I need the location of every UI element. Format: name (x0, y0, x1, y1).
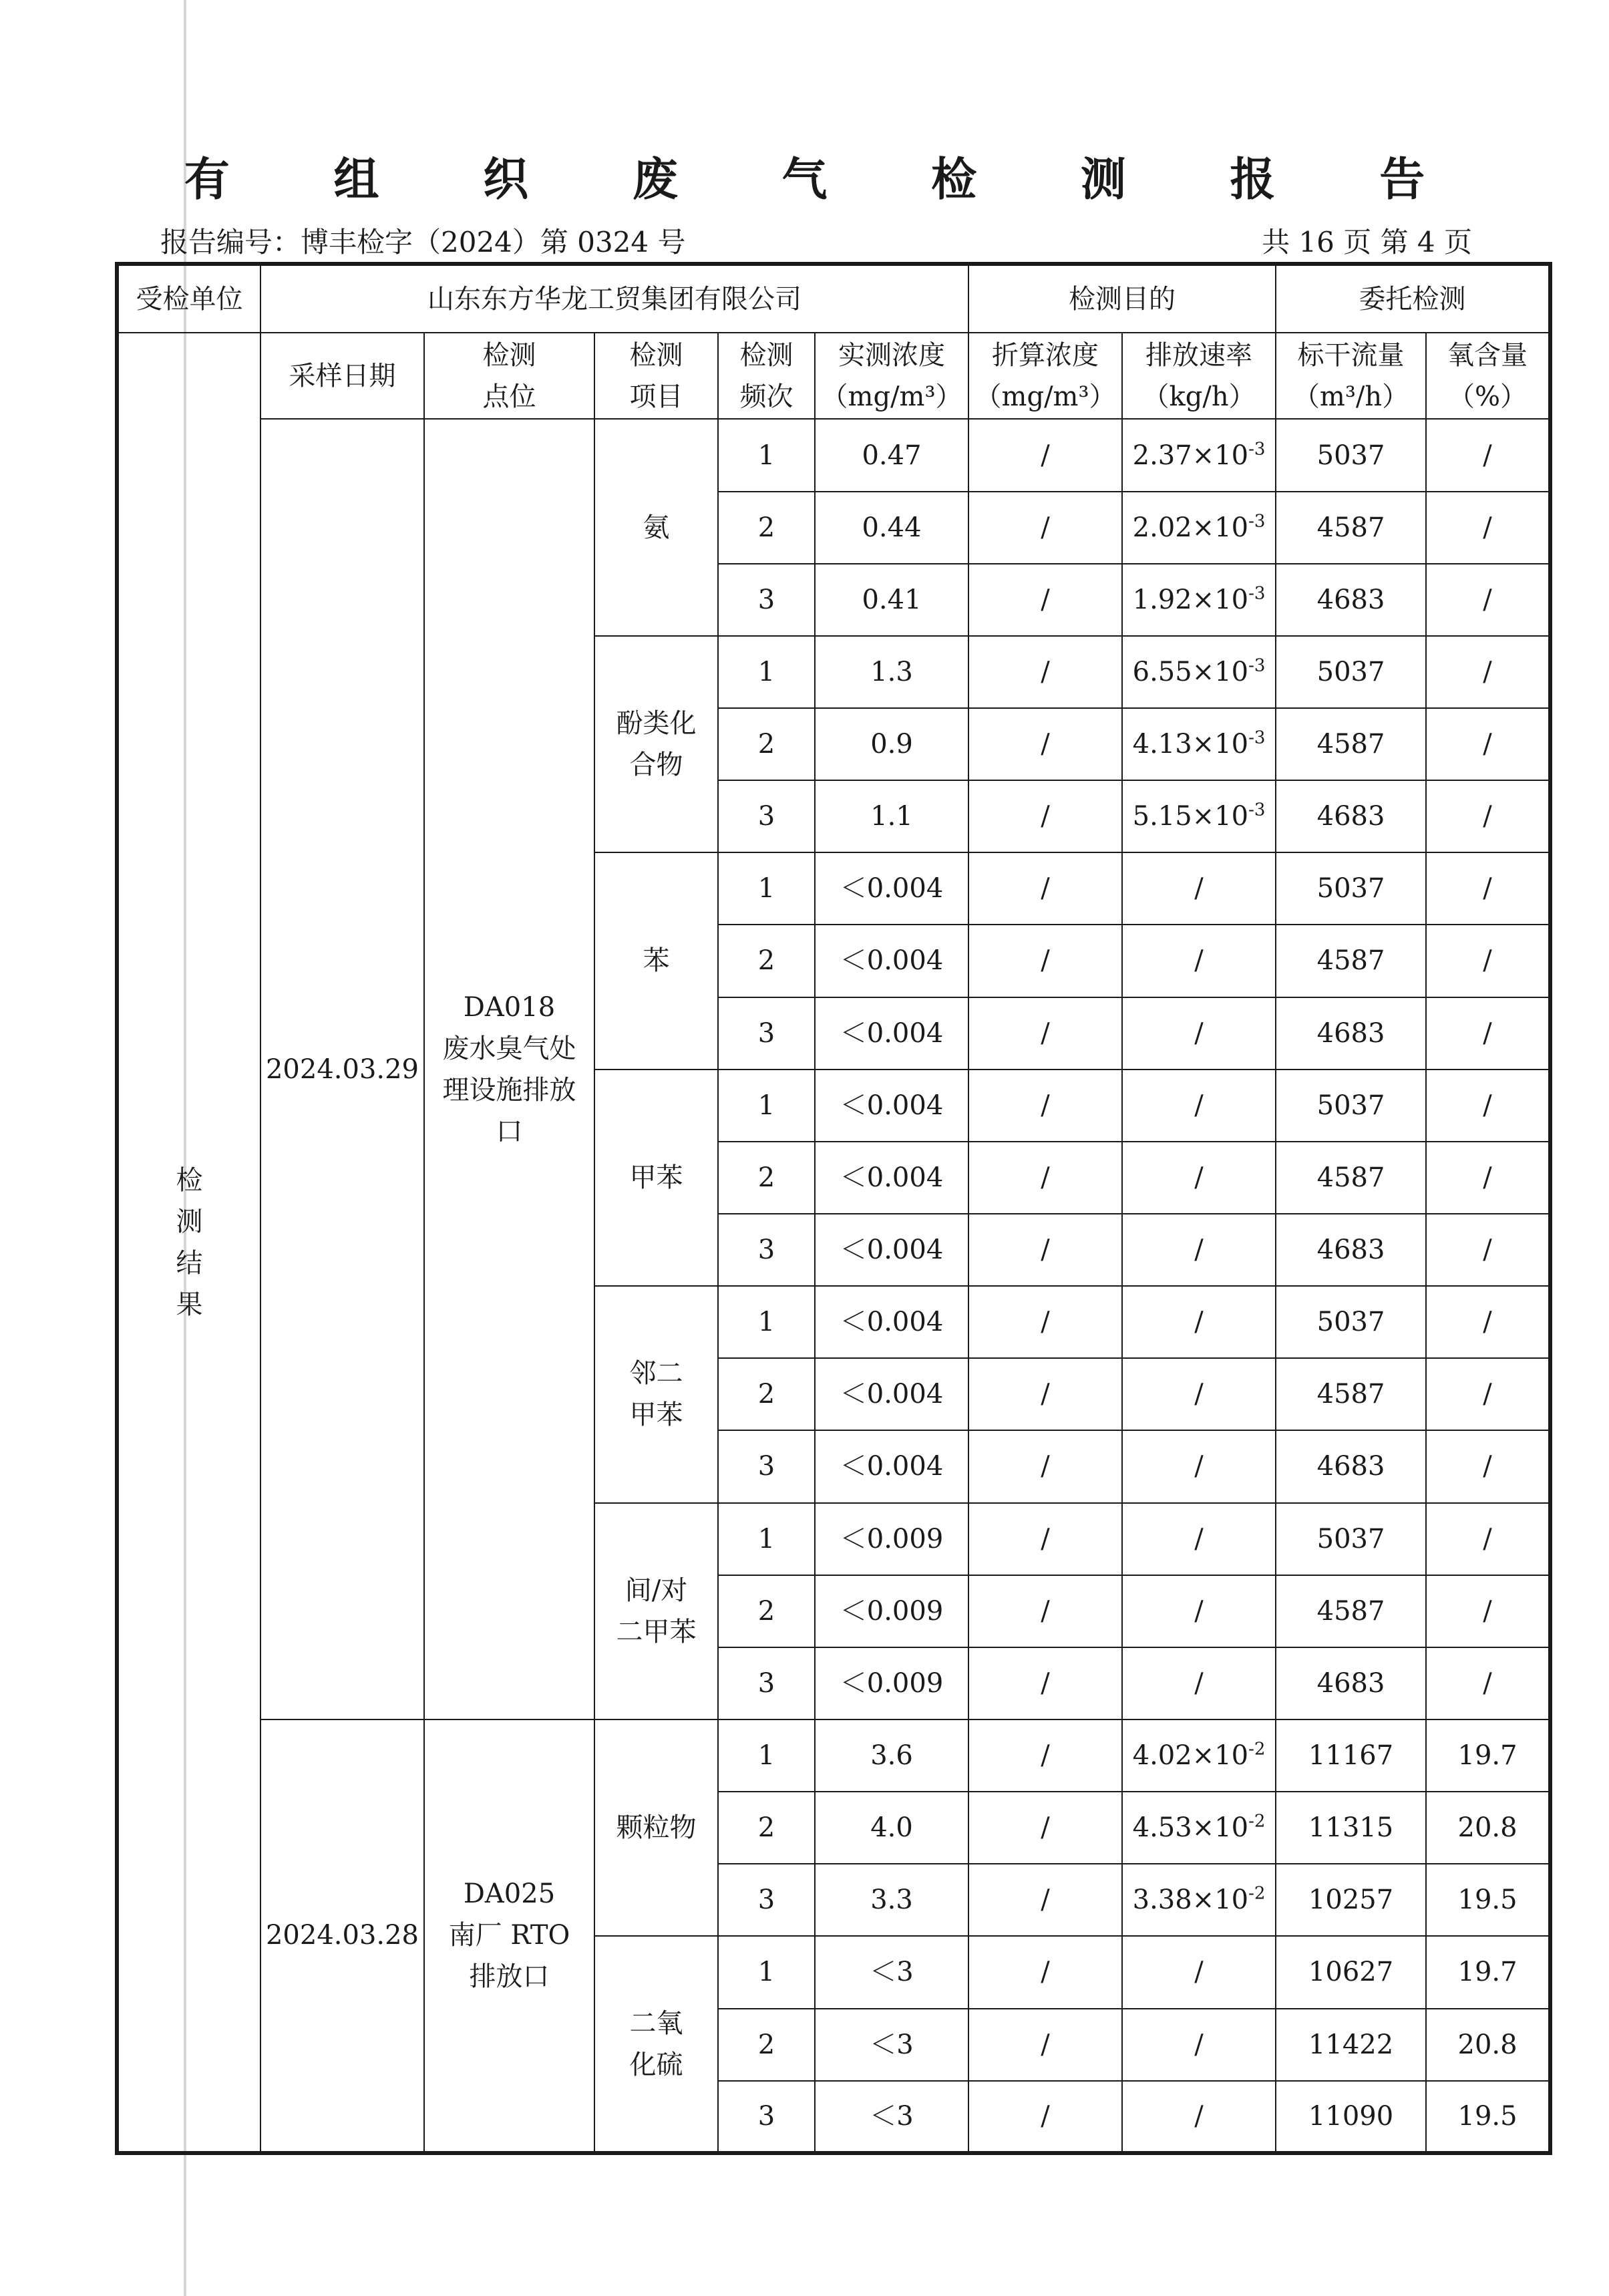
converted-concentration-cell: / (968, 780, 1122, 852)
emission-rate-value: / (1194, 1595, 1204, 1627)
converted-concentration-cell: / (968, 1864, 1122, 1936)
emission-rate-exponent: -3 (1248, 439, 1266, 460)
emission-rate-cell (1122, 1864, 1276, 1936)
flow-rate-cell: 5037 (1276, 419, 1426, 491)
oxygen-content-cell: / (1426, 1575, 1550, 1647)
purpose-value: 委托检测 (1276, 264, 1550, 333)
emission-rate-cell (1122, 852, 1276, 925)
converted-concentration-cell: / (968, 925, 1122, 997)
text-line: 实测浓度 (838, 339, 946, 371)
measured-concentration-cell: ＜0.004 (815, 1358, 968, 1430)
text-line: DA025 (463, 1878, 556, 1910)
test-item-cell (594, 1503, 718, 1719)
text-line: （%） (1448, 381, 1528, 412)
emission-rate-value: / (1194, 1307, 1204, 1338)
emission-rate-value: 6.55×10 (1132, 656, 1249, 687)
oxygen-content-cell: / (1426, 1070, 1550, 1142)
oxygen-content-cell: 20.8 (1426, 1792, 1550, 1864)
oxygen-content-cell: / (1426, 636, 1550, 708)
column-header (1276, 333, 1426, 419)
test-item-cell (594, 852, 718, 1069)
emission-rate-value: / (1194, 1379, 1204, 1410)
test-item-cell (594, 1070, 718, 1286)
text-line: 结 (176, 1247, 203, 1279)
emission-rate-value: / (1194, 2100, 1204, 2132)
frequency-cell: 2 (718, 1142, 815, 1214)
text-line: 酚类化 (616, 708, 697, 740)
emission-rate-value: / (1194, 945, 1204, 977)
emission-rate-cell (1122, 925, 1276, 997)
converted-concentration-cell: / (968, 1647, 1122, 1719)
text-line: 排放口 (469, 1961, 550, 1993)
frequency-cell: 2 (718, 925, 815, 997)
emission-rate-value: 4.13×10 (1132, 729, 1249, 760)
converted-concentration-cell: / (968, 1719, 1122, 1792)
frequency-cell: 2 (718, 492, 815, 564)
converted-concentration-cell: / (968, 1430, 1122, 1502)
purpose-label: 检测目的 (968, 264, 1276, 333)
text-line: 邻二 (629, 1358, 683, 1389)
emission-rate-cell (1122, 1936, 1276, 2008)
emission-rate-value: / (1194, 873, 1204, 905)
text-line: （m³/h） (1292, 381, 1409, 412)
oxygen-content-cell: / (1426, 780, 1550, 852)
table-row (117, 419, 1550, 491)
converted-concentration-cell: / (968, 564, 1122, 636)
oxygen-content-cell: / (1426, 1430, 1550, 1502)
text-line: 甲苯 (629, 1400, 683, 1431)
column-header-row (117, 333, 1550, 419)
oxygen-content-cell: / (1426, 1358, 1550, 1430)
emission-rate-cell (1122, 1719, 1276, 1792)
emission-rate-value: 4.02×10 (1132, 1740, 1249, 1772)
measured-concentration-cell: ＜0.009 (815, 1503, 968, 1575)
emission-rate-value: / (1194, 1162, 1204, 1193)
oxygen-content-cell: / (1426, 708, 1550, 780)
measured-concentration-cell: ＜0.004 (815, 1286, 968, 1358)
test-item-cell (594, 1719, 718, 1936)
frequency-cell: 3 (718, 997, 815, 1070)
document-title: 有 组 织 废 气 检 测 报 告 (184, 153, 1469, 206)
text-line: 口 (496, 1116, 523, 1147)
report-number: 报告编号：博丰检字（2024）第 0324 号 (160, 226, 686, 259)
converted-concentration-cell: / (968, 1214, 1122, 1286)
flow-rate-cell: 11090 (1276, 2081, 1426, 2153)
emission-rate-value: / (1194, 1235, 1204, 1266)
unit-label: 受检单位 (117, 264, 260, 333)
frequency-cell: 1 (718, 1503, 815, 1575)
test-item-cell (594, 1936, 718, 2153)
frequency-cell: 2 (718, 2009, 815, 2081)
emission-rate-cell (1122, 1647, 1276, 1719)
oxygen-content-cell: / (1426, 925, 1550, 997)
emission-rate-value: / (1194, 2029, 1204, 2060)
flow-rate-cell: 5037 (1276, 636, 1426, 708)
emission-rate-value: / (1194, 1957, 1204, 1988)
column-header (424, 333, 594, 419)
text-line: 苯 (643, 945, 670, 977)
emission-rate-cell (1122, 564, 1276, 636)
flow-rate-cell: 4683 (1276, 997, 1426, 1070)
frequency-cell: 2 (718, 1358, 815, 1430)
sampling-date-cell: 2024.03.29 (260, 419, 424, 1719)
test-item-cell (594, 1286, 718, 1502)
column-header (1122, 333, 1276, 419)
oxygen-content-cell: / (1426, 419, 1550, 491)
header-row (117, 264, 1550, 333)
emission-rate-value: / (1194, 1017, 1204, 1049)
oxygen-content-cell: / (1426, 564, 1550, 636)
oxygen-content-cell: 19.5 (1426, 2081, 1550, 2153)
text-line: 间/对 (624, 1575, 688, 1606)
frequency-cell: 3 (718, 1864, 815, 1936)
flow-rate-cell: 4587 (1276, 492, 1426, 564)
oxygen-content-cell: / (1426, 1647, 1550, 1719)
frequency-cell: 3 (718, 1430, 815, 1502)
emission-rate-value: 2.37×10 (1132, 440, 1249, 471)
sampling-point-cell (424, 1719, 594, 2153)
oxygen-content-cell: 19.7 (1426, 1936, 1550, 2008)
emission-rate-exponent: -3 (1248, 655, 1266, 676)
measured-concentration-cell: ＜3 (815, 1936, 968, 2008)
emission-rate-cell (1122, 1142, 1276, 1214)
sampling-date-cell: 2024.03.28 (260, 1719, 424, 2153)
flow-rate-cell: 4683 (1276, 1214, 1426, 1286)
converted-concentration-cell: / (968, 1503, 1122, 1575)
emission-rate-cell (1122, 1070, 1276, 1142)
frequency-cell: 1 (718, 1936, 815, 2008)
text-line: （mg/m³） (974, 381, 1116, 412)
column-header (968, 333, 1122, 419)
emission-rate-value: 4.53×10 (1132, 1812, 1249, 1844)
emission-rate-exponent: -3 (1248, 583, 1266, 604)
emission-rate-cell (1122, 780, 1276, 852)
measured-concentration-cell: ＜0.009 (815, 1575, 968, 1647)
oxygen-content-cell: / (1426, 1142, 1550, 1214)
emission-rate-value: / (1194, 1451, 1204, 1482)
results-table (115, 262, 1552, 2155)
column-header (1426, 333, 1550, 419)
text-line: 排放速率 (1145, 339, 1253, 371)
emission-rate-cell (1122, 1792, 1276, 1864)
emission-rate-cell (1122, 492, 1276, 564)
text-line: 采样日期 (289, 360, 396, 391)
emission-rate-exponent: -2 (1248, 1739, 1266, 1760)
frequency-cell: 2 (718, 1792, 815, 1864)
text-line: 甲苯 (629, 1162, 683, 1193)
text-line: 颗粒物 (616, 1812, 697, 1844)
text-line: 标干流量 (1297, 339, 1405, 371)
text-line: 检测 (629, 339, 683, 371)
text-line: DA018 (463, 991, 556, 1023)
text-line: 测 (176, 1206, 203, 1237)
emission-rate-cell (1122, 997, 1276, 1070)
converted-concentration-cell: / (968, 492, 1122, 564)
text-line: 折算浓度 (992, 339, 1099, 371)
text-line: 废水臭气处 (442, 1033, 576, 1064)
sampling-point-cell (424, 419, 594, 1719)
emission-rate-cell (1122, 2081, 1276, 2153)
flow-rate-cell: 4683 (1276, 1430, 1426, 1502)
emission-rate-value: 5.15×10 (1132, 801, 1249, 832)
table-row (117, 1719, 1550, 1792)
emission-rate-cell (1122, 1214, 1276, 1286)
converted-concentration-cell: / (968, 2081, 1122, 2153)
emission-rate-value: / (1194, 1090, 1204, 1121)
measured-concentration-cell: ＜0.004 (815, 1142, 968, 1214)
measured-concentration-cell: 1.3 (815, 636, 968, 708)
flow-rate-cell: 4587 (1276, 1358, 1426, 1430)
emission-rate-cell (1122, 708, 1276, 780)
emission-rate-exponent: -3 (1248, 727, 1266, 748)
frequency-cell: 1 (718, 1070, 815, 1142)
page-info: 共 16 页 第 4 页 (1262, 226, 1472, 259)
frequency-cell: 3 (718, 564, 815, 636)
text-line: 氨 (643, 512, 670, 543)
text-line: 检测 (482, 339, 536, 371)
emission-rate-value: 2.02×10 (1132, 512, 1249, 543)
unit-name: 山东东方华龙工贸集团有限公司 (260, 264, 968, 333)
frequency-cell: 1 (718, 419, 815, 491)
measured-concentration-cell: 0.41 (815, 564, 968, 636)
emission-rate-exponent: -2 (1248, 1811, 1266, 1832)
text-line: 项目 (629, 381, 683, 412)
emission-rate-cell (1122, 1358, 1276, 1430)
frequency-cell: 1 (718, 852, 815, 925)
converted-concentration-cell: / (968, 1070, 1122, 1142)
emission-rate-cell (1122, 636, 1276, 708)
emission-rate-exponent: -3 (1248, 800, 1266, 820)
test-item-cell (594, 419, 718, 635)
measured-concentration-cell: 3.3 (815, 1864, 968, 1936)
text-line: 合物 (629, 750, 683, 781)
converted-concentration-cell: / (968, 1936, 1122, 2008)
text-line: （kg/h） (1142, 381, 1256, 412)
oxygen-content-cell: / (1426, 1214, 1550, 1286)
oxygen-content-cell: / (1426, 997, 1550, 1070)
oxygen-content-cell: / (1426, 1286, 1550, 1358)
converted-concentration-cell: / (968, 1142, 1122, 1214)
measured-concentration-cell: ＜3 (815, 2009, 968, 2081)
frequency-cell: 1 (718, 636, 815, 708)
converted-concentration-cell: / (968, 852, 1122, 925)
converted-concentration-cell: / (968, 636, 1122, 708)
flow-rate-cell: 11422 (1276, 2009, 1426, 2081)
measured-concentration-cell: 0.47 (815, 419, 968, 491)
flow-rate-cell: 5037 (1276, 852, 1426, 925)
emission-rate-exponent: -2 (1248, 1883, 1266, 1904)
emission-rate-cell (1122, 1503, 1276, 1575)
measured-concentration-cell: ＜0.004 (815, 925, 968, 997)
oxygen-content-cell: / (1426, 852, 1550, 925)
oxygen-content-cell: 20.8 (1426, 2009, 1550, 2081)
measured-concentration-cell: 4.0 (815, 1792, 968, 1864)
emission-rate-value: 1.92×10 (1132, 584, 1249, 615)
emission-rate-cell (1122, 1575, 1276, 1647)
frequency-cell: 1 (718, 1286, 815, 1358)
measured-concentration-cell: ＜0.004 (815, 1214, 968, 1286)
text-line: 检 (176, 1164, 203, 1196)
column-header (594, 333, 718, 419)
converted-concentration-cell: / (968, 419, 1122, 491)
measured-concentration-cell: ＜0.004 (815, 1430, 968, 1502)
frequency-cell: 2 (718, 708, 815, 780)
text-line: 频次 (739, 381, 793, 412)
emission-rate-exponent: -3 (1248, 511, 1266, 532)
emission-rate-cell (1122, 2009, 1276, 2081)
flow-rate-cell: 10257 (1276, 1864, 1426, 1936)
text-line: 点位 (482, 381, 536, 412)
text-line: 二氧 (629, 2007, 683, 2039)
converted-concentration-cell: / (968, 1792, 1122, 1864)
emission-rate-value: / (1194, 1667, 1204, 1699)
flow-rate-cell: 4587 (1276, 1142, 1426, 1214)
measured-concentration-cell: ＜0.004 (815, 852, 968, 925)
table-body (117, 264, 1550, 2153)
measured-concentration-cell: ＜0.004 (815, 1070, 968, 1142)
frequency-cell: 2 (718, 1575, 815, 1647)
frequency-cell: 3 (718, 1647, 815, 1719)
flow-rate-cell: 4683 (1276, 780, 1426, 852)
column-header (815, 333, 968, 419)
oxygen-content-cell: / (1426, 492, 1550, 564)
measured-concentration-cell: ＜3 (815, 2081, 968, 2153)
text-line: 检测 (739, 339, 793, 371)
flow-rate-cell: 4587 (1276, 1575, 1426, 1647)
flow-rate-cell: 4683 (1276, 1647, 1426, 1719)
converted-concentration-cell: / (968, 1286, 1122, 1358)
text-line: 理设施排放 (442, 1074, 576, 1106)
text-line: 南厂 RTO (448, 1920, 570, 1951)
converted-concentration-cell: / (968, 2009, 1122, 2081)
measured-concentration-cell: 1.1 (815, 780, 968, 852)
flow-rate-cell: 11315 (1276, 1792, 1426, 1864)
flow-rate-cell: 5037 (1276, 1286, 1426, 1358)
flow-rate-cell: 4587 (1276, 925, 1426, 997)
oxygen-content-cell: 19.7 (1426, 1719, 1550, 1792)
test-item-cell (594, 636, 718, 852)
measured-concentration-cell: ＜0.009 (815, 1647, 968, 1719)
measured-concentration-cell: ＜0.004 (815, 997, 968, 1070)
measured-concentration-cell: 3.6 (815, 1719, 968, 1792)
frequency-cell: 3 (718, 1214, 815, 1286)
flow-rate-cell: 5037 (1276, 1503, 1426, 1575)
flow-rate-cell: 10627 (1276, 1936, 1426, 2008)
measured-concentration-cell: 0.44 (815, 492, 968, 564)
text-line: 化硫 (629, 2049, 683, 2080)
column-header (260, 333, 424, 419)
converted-concentration-cell: / (968, 708, 1122, 780)
text-line: 二甲苯 (616, 1616, 697, 1647)
flow-rate-cell: 5037 (1276, 1070, 1426, 1142)
emission-rate-cell (1122, 419, 1276, 491)
flow-rate-cell: 4587 (1276, 708, 1426, 780)
text-line: 氧含量 (1447, 339, 1528, 371)
column-header (718, 333, 815, 419)
frequency-cell: 3 (718, 780, 815, 852)
flow-rate-cell: 4683 (1276, 564, 1426, 636)
flow-rate-cell: 11167 (1276, 1719, 1426, 1792)
oxygen-content-cell: / (1426, 1503, 1550, 1575)
emission-rate-value: / (1194, 1523, 1204, 1554)
oxygen-content-cell: 19.5 (1426, 1864, 1550, 1936)
text-line: （mg/m³） (821, 381, 962, 412)
frequency-cell: 3 (718, 2081, 815, 2153)
emission-rate-cell (1122, 1286, 1276, 1358)
frequency-cell: 1 (718, 1719, 815, 1792)
converted-concentration-cell: / (968, 1575, 1122, 1647)
measured-concentration-cell: 0.9 (815, 708, 968, 780)
emission-rate-value: 3.38×10 (1132, 1884, 1249, 1916)
text-line: 果 (176, 1289, 203, 1320)
converted-concentration-cell: / (968, 997, 1122, 1070)
emission-rate-cell (1122, 1430, 1276, 1502)
converted-concentration-cell: / (968, 1358, 1122, 1430)
section-label-cell (117, 333, 260, 2153)
